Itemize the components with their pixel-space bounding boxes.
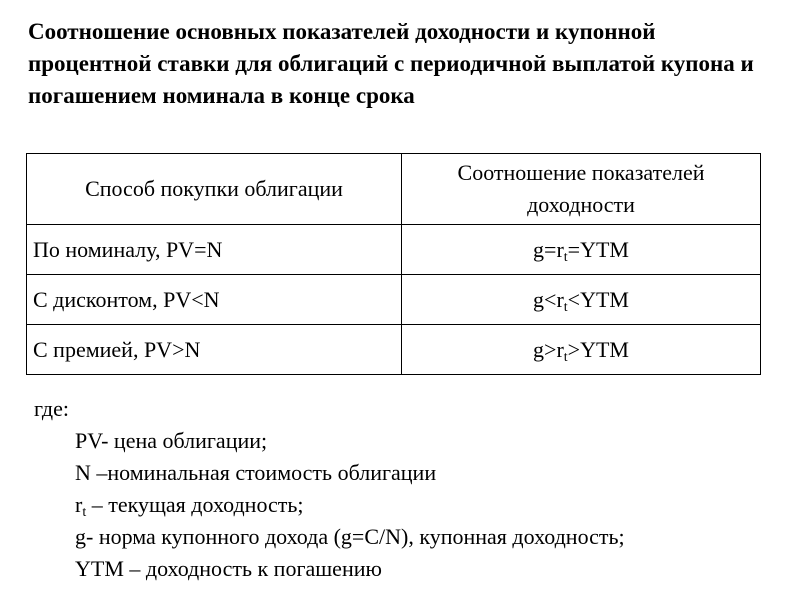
purchase-method-cell: С дисконтом, PV<N <box>27 275 402 325</box>
yield-relationship-cell <box>402 325 761 375</box>
page-title: Соотношение основных показателей доходности и купонной процентной ставки для облигаций с периодичной выплатой купона и погашением номинала в конце срока <box>28 19 754 108</box>
legend-heading: где: <box>34 396 69 421</box>
legend <box>34 393 625 585</box>
yield-relationship-cell <box>402 275 761 325</box>
relation-part: >YTM <box>567 336 629 362</box>
legend-item: PV- цена облигации; <box>75 428 268 453</box>
header-purchase-method: Способ покупки облигации <box>27 154 402 225</box>
relation-subscript: t <box>563 249 568 265</box>
purchase-method-cell: С премией, PV>N <box>27 325 402 375</box>
legend-item <box>34 489 625 521</box>
relation-part: <YTM <box>567 286 629 312</box>
purchase-method-cell: По номиналу, PV=N <box>27 225 402 275</box>
relation-subscript: t <box>563 299 568 315</box>
legend-item: g- норма купонного дохода (g=C/N), купонная доходность; <box>75 524 625 549</box>
relation-part: g>r <box>533 336 564 362</box>
table-row <box>27 325 761 375</box>
relation-part: g<r <box>533 286 564 312</box>
legend-subscript: t <box>82 505 87 520</box>
legend-item: N –номинальная стоимость облигации <box>75 460 437 485</box>
relation-part: =YTM <box>567 236 629 262</box>
yield-relationship-cell <box>402 225 761 275</box>
header-yield-relationship: Соотношение показателей доходности <box>402 154 761 225</box>
legend-symbol: r <box>75 492 83 517</box>
table-row <box>27 225 761 275</box>
table-row <box>27 275 761 325</box>
yield-relationship-table <box>26 153 761 375</box>
legend-item: YTM – доходность к погашению <box>75 556 382 581</box>
relation-part: g=r <box>533 236 564 262</box>
table-header-row <box>27 154 761 225</box>
legend-text: – текущая доходность; <box>86 492 304 517</box>
relation-subscript: t <box>563 349 568 365</box>
